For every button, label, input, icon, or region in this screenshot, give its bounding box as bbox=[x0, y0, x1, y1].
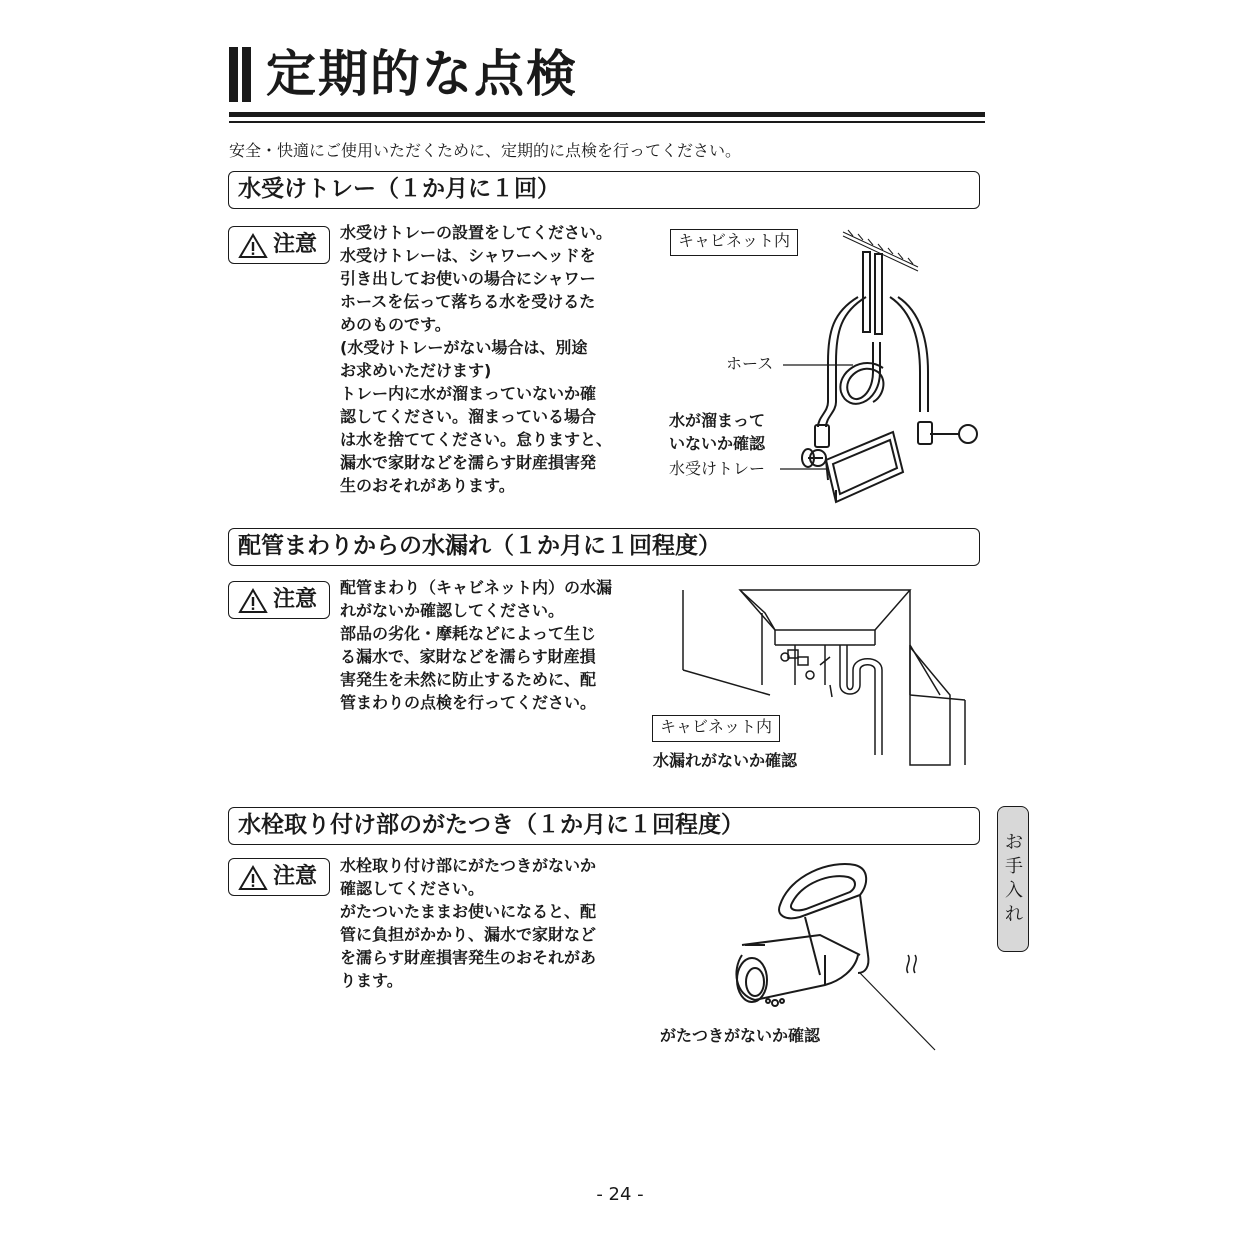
cabinet-label-box-1: キャビネット内 bbox=[670, 229, 798, 256]
title-rule-thick bbox=[229, 112, 985, 117]
cabinet-label-box-2: キャビネット内 bbox=[652, 715, 780, 742]
side-tab-label bbox=[1004, 831, 1024, 927]
body-line: 水栓取り付け部にがたつきがないか bbox=[340, 856, 597, 875]
caution-label: 注意 bbox=[273, 864, 318, 889]
section-heading-piping: 配管まわりからの水漏れ（１か月に１回程度） bbox=[228, 528, 980, 566]
body-line: 管に負担がかかり、漏水で家財など bbox=[340, 925, 597, 944]
leak-check-label: 水漏れがないか確認 bbox=[653, 751, 798, 770]
body-line: 水受けトレーの設置をしてください。 bbox=[340, 223, 613, 242]
tray-body-text bbox=[340, 221, 660, 497]
wobble-check-label: がたつきがないか確認 bbox=[660, 1026, 821, 1045]
body-line: めのものです。 bbox=[340, 315, 451, 334]
side-tab-char: 手 bbox=[1005, 856, 1023, 877]
body-line: 部品の劣化・摩耗などによって生じ bbox=[340, 624, 597, 643]
warning-icon bbox=[238, 233, 268, 259]
body-line: (水受けトレーがない場合は、別途 bbox=[340, 338, 588, 357]
body-line: 認してください。溜まっている場合 bbox=[340, 407, 597, 426]
body-line: は水を捨ててください。怠りますと、 bbox=[340, 430, 613, 449]
faucet-body-text bbox=[340, 854, 660, 992]
page-title: 定期的な点検 bbox=[266, 45, 578, 103]
body-line: がたついたままお使いになると、配 bbox=[340, 902, 597, 921]
body-line: 管まわりの点検を行ってください。 bbox=[340, 693, 597, 712]
body-line: 水受けトレーは、シャワーヘッドを bbox=[340, 246, 596, 265]
warning-icon bbox=[238, 588, 268, 614]
check-label-line-1: 水が溜まって bbox=[669, 411, 766, 430]
body-line: 漏水で家財などを濡らす財産損害発 bbox=[340, 453, 597, 472]
body-line: お求めいただけます) bbox=[340, 361, 492, 380]
body-line: トレー内に水が溜まっていないか確 bbox=[340, 384, 597, 403]
hose-label: ホース bbox=[726, 354, 774, 373]
body-line: 引き出してお使いの場合にシャワー bbox=[340, 269, 596, 288]
body-line: ります。 bbox=[340, 971, 403, 990]
intro-text: 安全・快適にご使用いただくために、定期的に点検を行ってください。 bbox=[229, 141, 742, 160]
caution-badge bbox=[228, 581, 330, 619]
caution-label: 注意 bbox=[273, 232, 318, 257]
body-line: 配管まわり（キャビネット内）の水漏 bbox=[340, 578, 613, 597]
cabinet-illustration bbox=[680, 585, 980, 770]
body-line: 生のおそれがあります。 bbox=[340, 476, 515, 495]
side-tab-char: 入 bbox=[1005, 880, 1023, 901]
body-line: 確認してください。 bbox=[340, 879, 485, 898]
caution-badge bbox=[228, 858, 330, 896]
caution-badge bbox=[228, 226, 330, 264]
tray-label: 水受けトレー bbox=[669, 459, 766, 478]
side-tab-char: れ bbox=[1005, 904, 1023, 925]
caution-label: 注意 bbox=[273, 587, 318, 612]
body-line: を濡らす財産損害発生のおそれがあ bbox=[340, 948, 597, 967]
body-line: れがないか確認してください。 bbox=[340, 601, 565, 620]
section-heading-tray: 水受けトレー（１か月に１回） bbox=[228, 171, 980, 209]
title-bar-mark-2 bbox=[242, 47, 251, 102]
piping-body-text bbox=[340, 576, 660, 714]
title-rule-thin bbox=[229, 121, 985, 123]
body-line: 害発生を未然に防止するために、配 bbox=[340, 670, 597, 689]
title-bar-mark bbox=[229, 47, 238, 102]
side-tab-care[interactable] bbox=[997, 806, 1029, 952]
warning-icon bbox=[238, 865, 268, 891]
body-line: ホースを伝って落ちる水を受けるた bbox=[340, 292, 596, 311]
check-label-line-2: いないか確認 bbox=[669, 434, 766, 453]
body-line: る漏水で、家財などを濡らす財産損 bbox=[340, 647, 596, 666]
section-heading-faucet: 水栓取り付け部のがたつき（１か月に１回程度） bbox=[228, 807, 980, 845]
page-number: - 24 - bbox=[596, 1184, 644, 1205]
side-tab-char: お bbox=[1005, 832, 1023, 853]
